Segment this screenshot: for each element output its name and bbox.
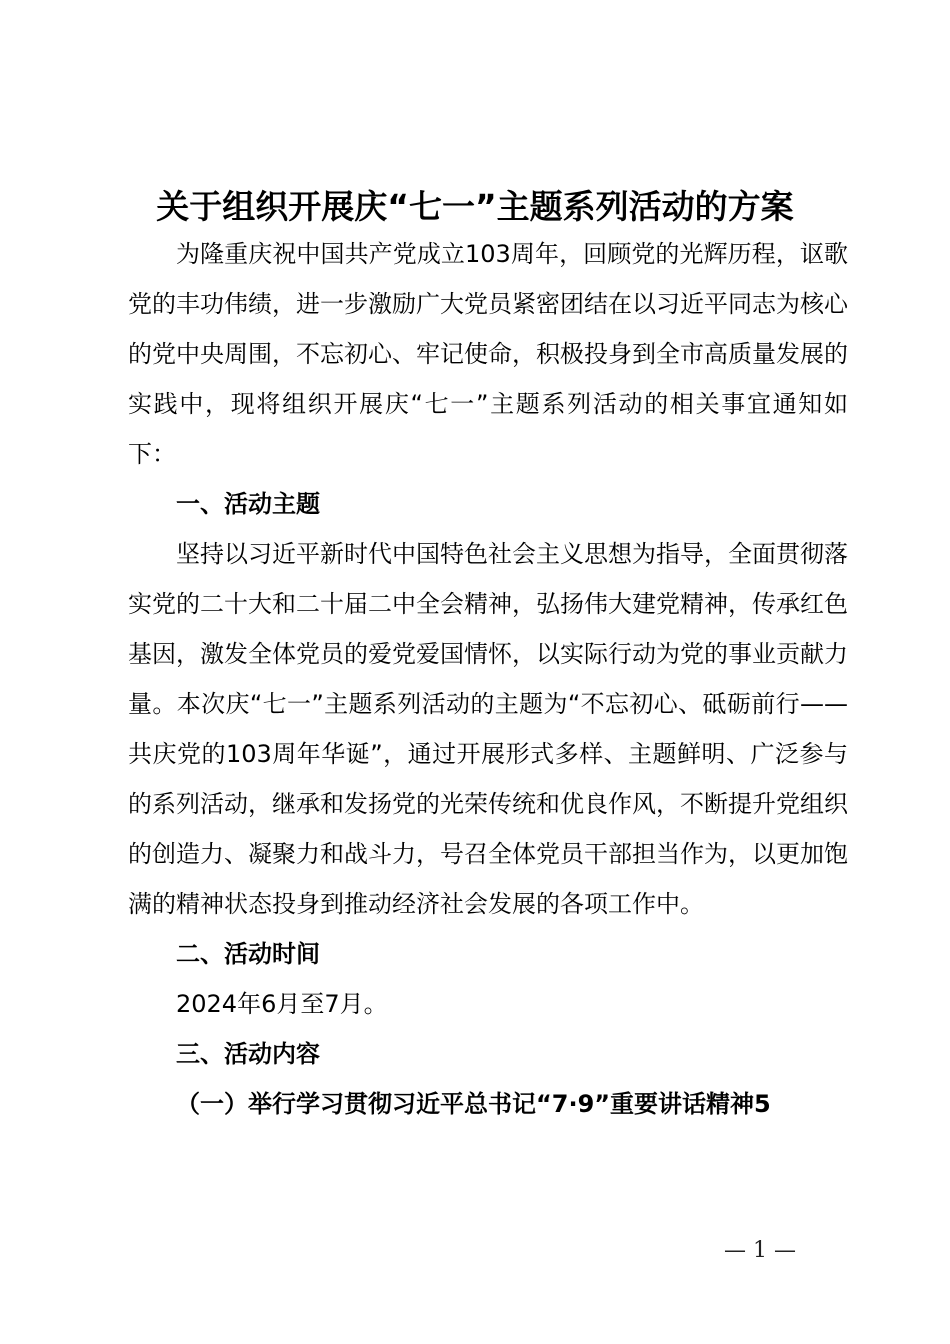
document-title: 关于组织开展庆“七一”主题系列活动的方案 <box>156 187 794 226</box>
section-heading-content: 三、活动内容 <box>176 1040 320 1068</box>
document-body <box>128 229 848 1129</box>
section-heading-time: 二、活动时间 <box>176 940 320 968</box>
section-paragraph-time: 2024年6月至7月。 <box>176 990 388 1018</box>
section-paragraph-theme: 坚持以习近平新时代中国特色社会主义思想为指导，全面贯彻落实党的二十大和二十届二中全会精神，弘扬伟大建党精神，传承红色基因，激发全体党员的爱党爱国情怀，以实际行动为党的事业贡献力量。本次庆“七一”主题系列活动的主题为“不忘初心、砥砺前行——共庆党的103周年华诞”，通过开展形式多样、主题鲜明、广泛参与的系列活动，继承和发扬党的光荣传统和优良作风，不断提升党组织的创造力、凝聚力和战斗力，号召全体党员干部担当作为，以更加饱满的精神状态投身到推动经济社会发展的各项工作中。 <box>128 540 848 918</box>
intro-paragraph: 为隆重庆祝中国共产党成立103周年，回顾党的光辉历程，讴歌党的丰功伟绩，进一步激励广大党员紧密团结在以习近平同志为核心的党中央周围，不忘初心、牢记使命，积极投身到全市高质量发展的实践中，现将组织开展庆“七一”主题系列活动的相关事宜通知如下： <box>128 240 848 468</box>
page-number: — 1 — <box>724 1238 796 1263</box>
subsection-heading-1: （一）举行学习贯彻习近平总书记“7·9”重要讲话精神5 <box>176 1090 771 1118</box>
section-heading-theme: 一、活动主题 <box>176 490 320 518</box>
